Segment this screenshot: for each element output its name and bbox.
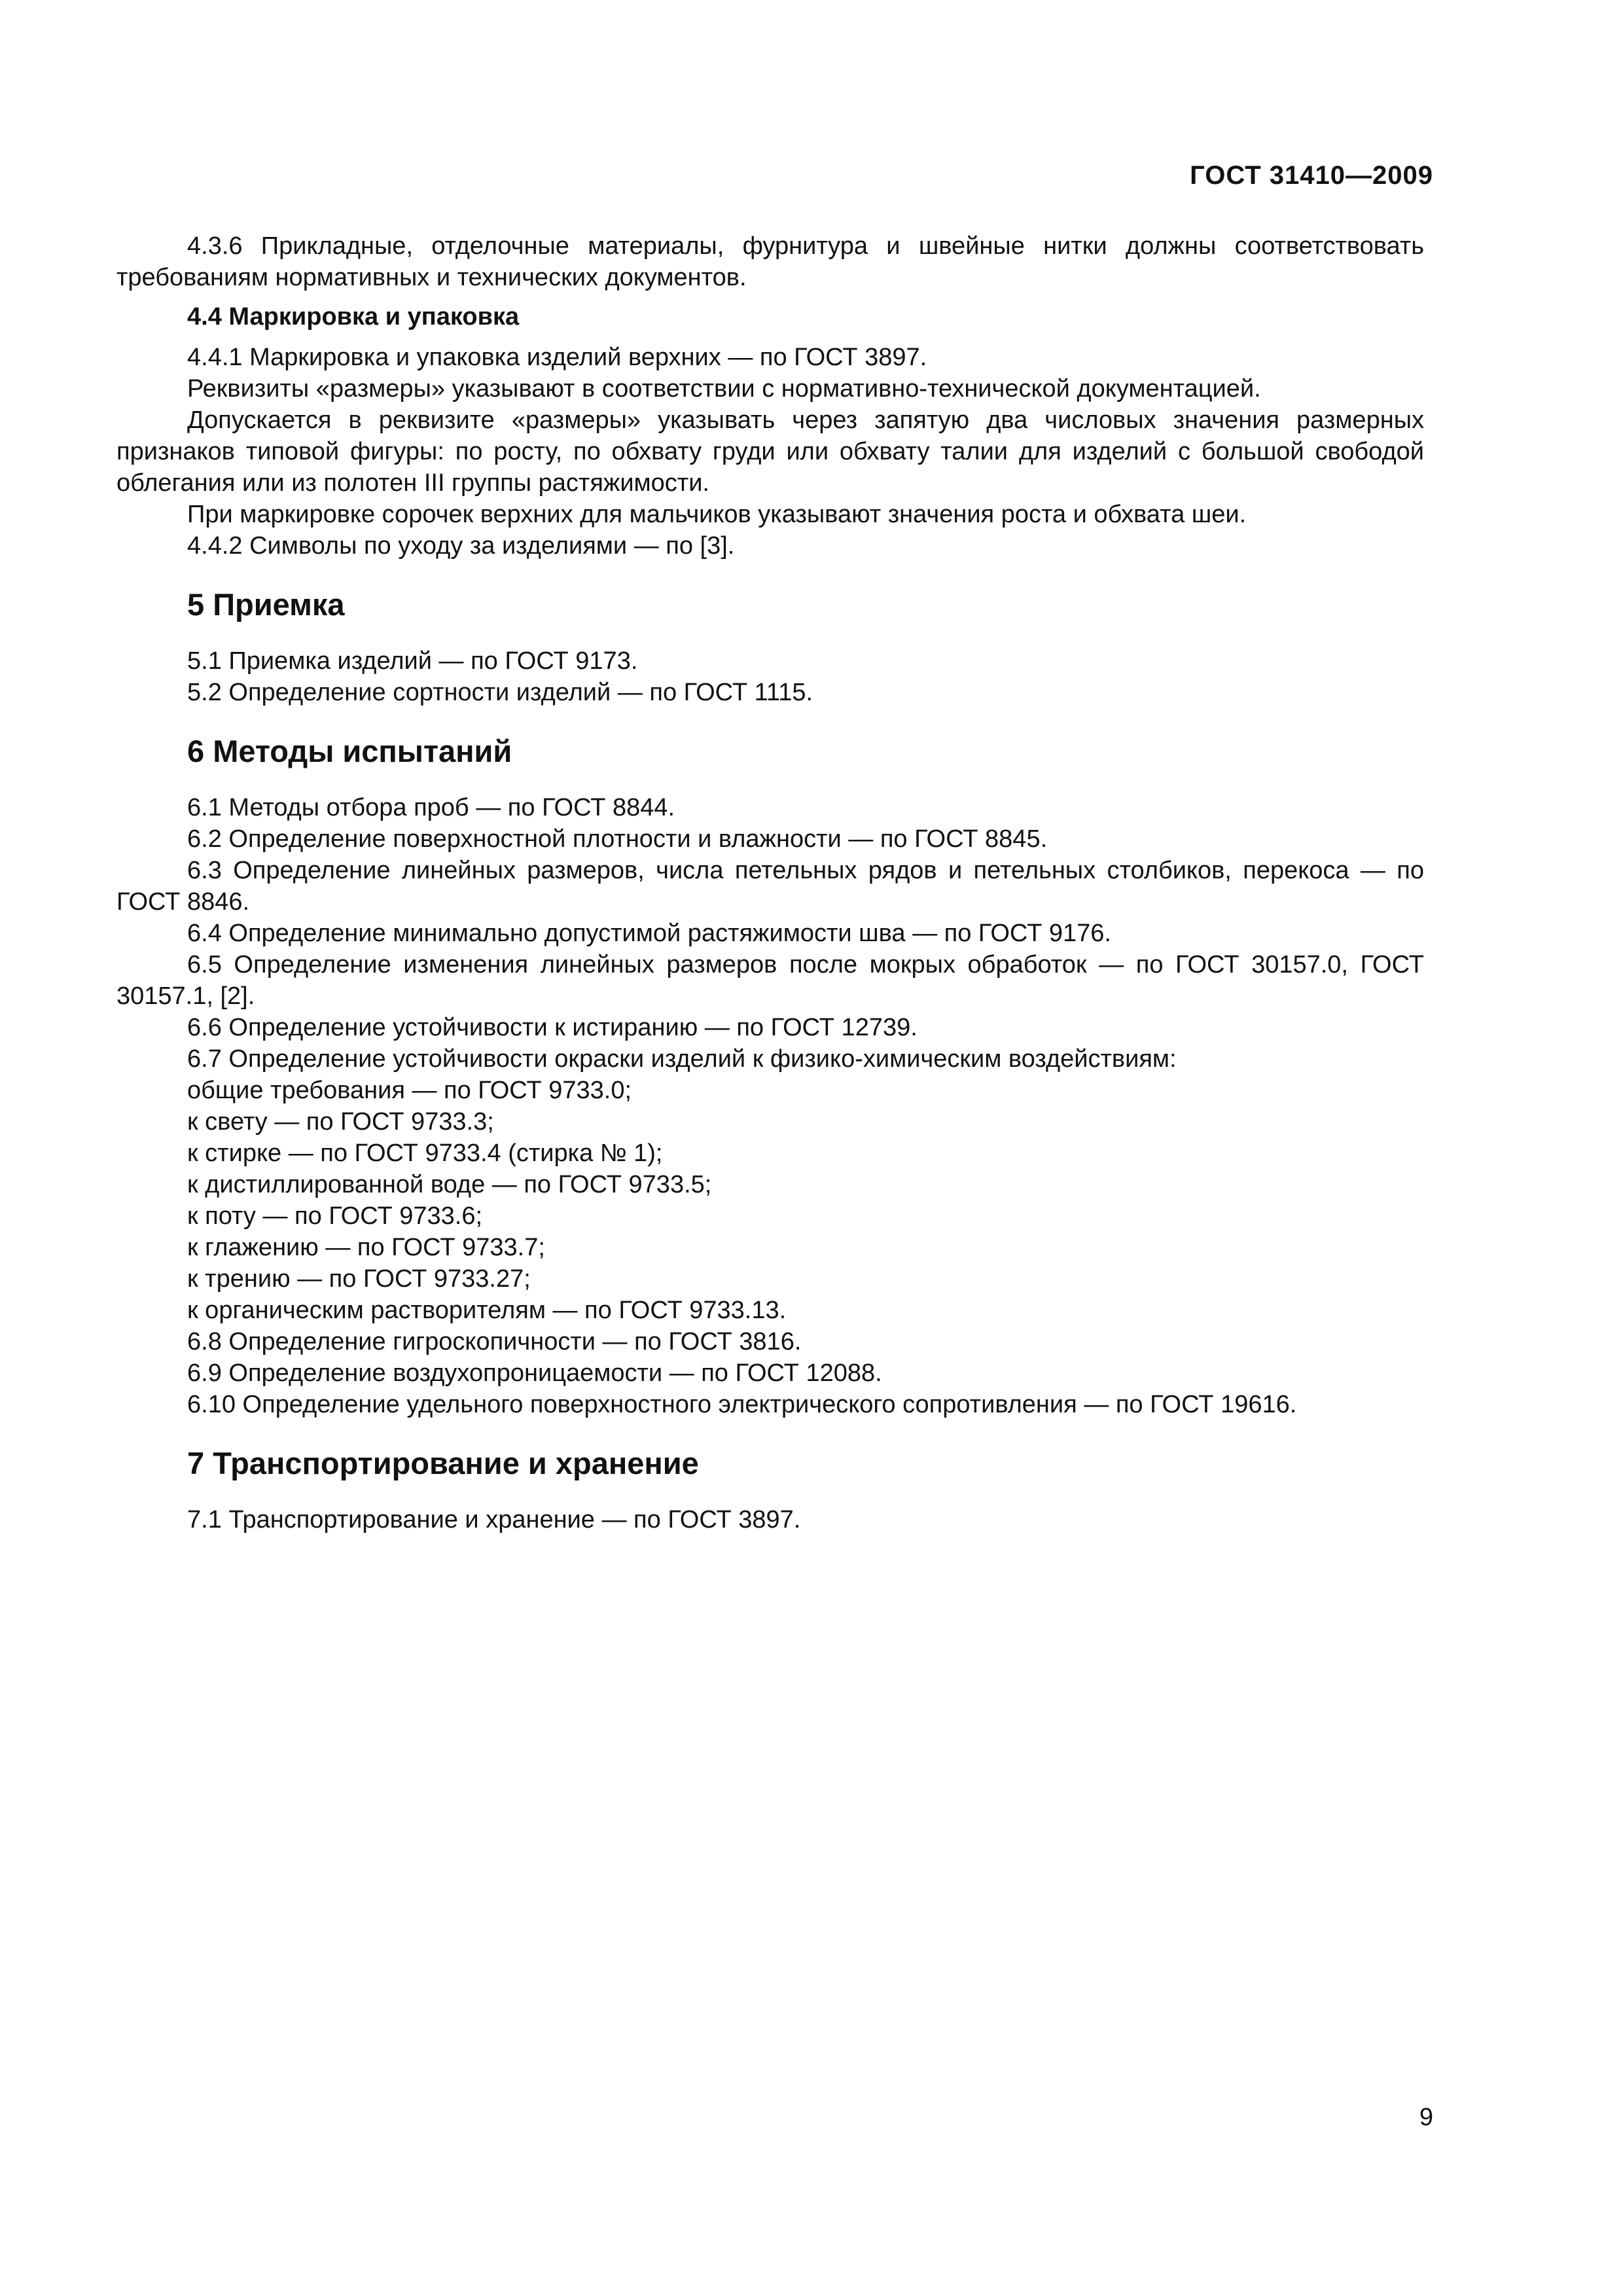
section-heading-5: 5 Приемка [187,587,345,622]
document-code: ГОСТ 31410—2009 [1190,161,1433,190]
clause-6-1: 6.1 Методы отбора проб — по ГОСТ 8844. [187,794,675,821]
list-item-sweat: к поту — по ГОСТ 9733.6; [187,1202,483,1230]
subsection-heading-4-4: 4.4 Маркировка и упаковка [187,303,520,331]
clause-7-1: 7.1 Транспортирование и хранение — по ГОСТ 3897. [187,1506,801,1534]
clause-6-3: 6.3 Определение линейных размеров, числа петельных рядов и петельных столбиков, перекоса — по ГОСТ 8846. [116,857,1424,916]
list-item-rubbing: к трению — по ГОСТ 9733.27; [187,1265,531,1293]
clause-4-3-6: 4.3.6 Прикладные, отделочные материалы, фурнитура и швейные нитки должны соответствовать требованиям нормативных и технических документов. [116,232,1424,291]
clause-6-4: 6.4 Определение минимально допустимой растяжимости шва — по ГОСТ 9176. [187,920,1111,947]
clause-5-2: 5.2 Определение сортности изделий — по ГОСТ 1115. [187,679,813,706]
list-item-distilled-water: к дистиллированной воде — по ГОСТ 9733.5; [187,1171,712,1198]
paragraph-boys-shirts: При маркировке сорочек верхних для мальчиков указывают значения роста и обхвата шеи. [187,501,1247,528]
section-heading-6: 6 Методы испытаний [187,734,512,768]
list-item-washing: к стирке — по ГОСТ 9733.4 (стирка № 1); [187,1139,663,1167]
clause-6-2: 6.2 Определение поверхностной плотности и влажности — по ГОСТ 8845. [187,825,1048,853]
list-item-general: общие требования — по ГОСТ 9733.0; [187,1077,632,1104]
clause-4-4-2: 4.4.2 Символы по уходу за изделиями — по [3]. [187,532,735,560]
page-number: 9 [1419,2104,1433,2131]
list-item-ironing: к глажению — по ГОСТ 9733.7; [187,1234,545,1261]
clause-5-1: 5.1 Приемка изделий — по ГОСТ 9173. [187,647,638,675]
clause-6-7: 6.7 Определение устойчивости окраски изделий к физико-химическим воздействиям: [187,1045,1177,1073]
list-item-solvents: к органическим растворителям — по ГОСТ 9733.13. [187,1297,787,1324]
clause-4-4-1: 4.4.1 Маркировка и упаковка изделий верхних — по ГОСТ 3897. [187,344,927,371]
page-body [116,230,1424,1535]
clause-6-5: 6.5 Определение изменения линейных размеров после мокрых обработок — по ГОСТ 30157.0, ГОСТ 30157.1, [2]. [116,951,1424,1010]
paragraph-requisites: Реквизиты «размеры» указывают в соответствии с нормативно-технической документацией. [187,375,1261,403]
clause-6-6: 6.6 Определение устойчивости к истиранию — по ГОСТ 12739. [187,1014,918,1041]
clause-6-10: 6.10 Определение удельного поверхностного электрического сопротивления — по ГОСТ 19616. [187,1391,1297,1418]
section-heading-7: 7 Транспортирование и хранение [187,1446,699,1480]
list-item-light: к свету — по ГОСТ 9733.3; [187,1108,494,1136]
clause-6-8: 6.8 Определение гигроскопичности — по ГОСТ 3816. [187,1328,802,1355]
clause-6-9: 6.9 Определение воздухопроницаемости — по ГОСТ 12088. [187,1359,882,1387]
paragraph-allowed-sizes: Допускается в реквизите «размеры» указывать через запятую два числовых значения размерных признаков типовой фигуры: по росту, по обхвату груди или обхвату талии для изделий с большой свободой облегания или из полотен III группы растяжимости. [116,406,1424,497]
